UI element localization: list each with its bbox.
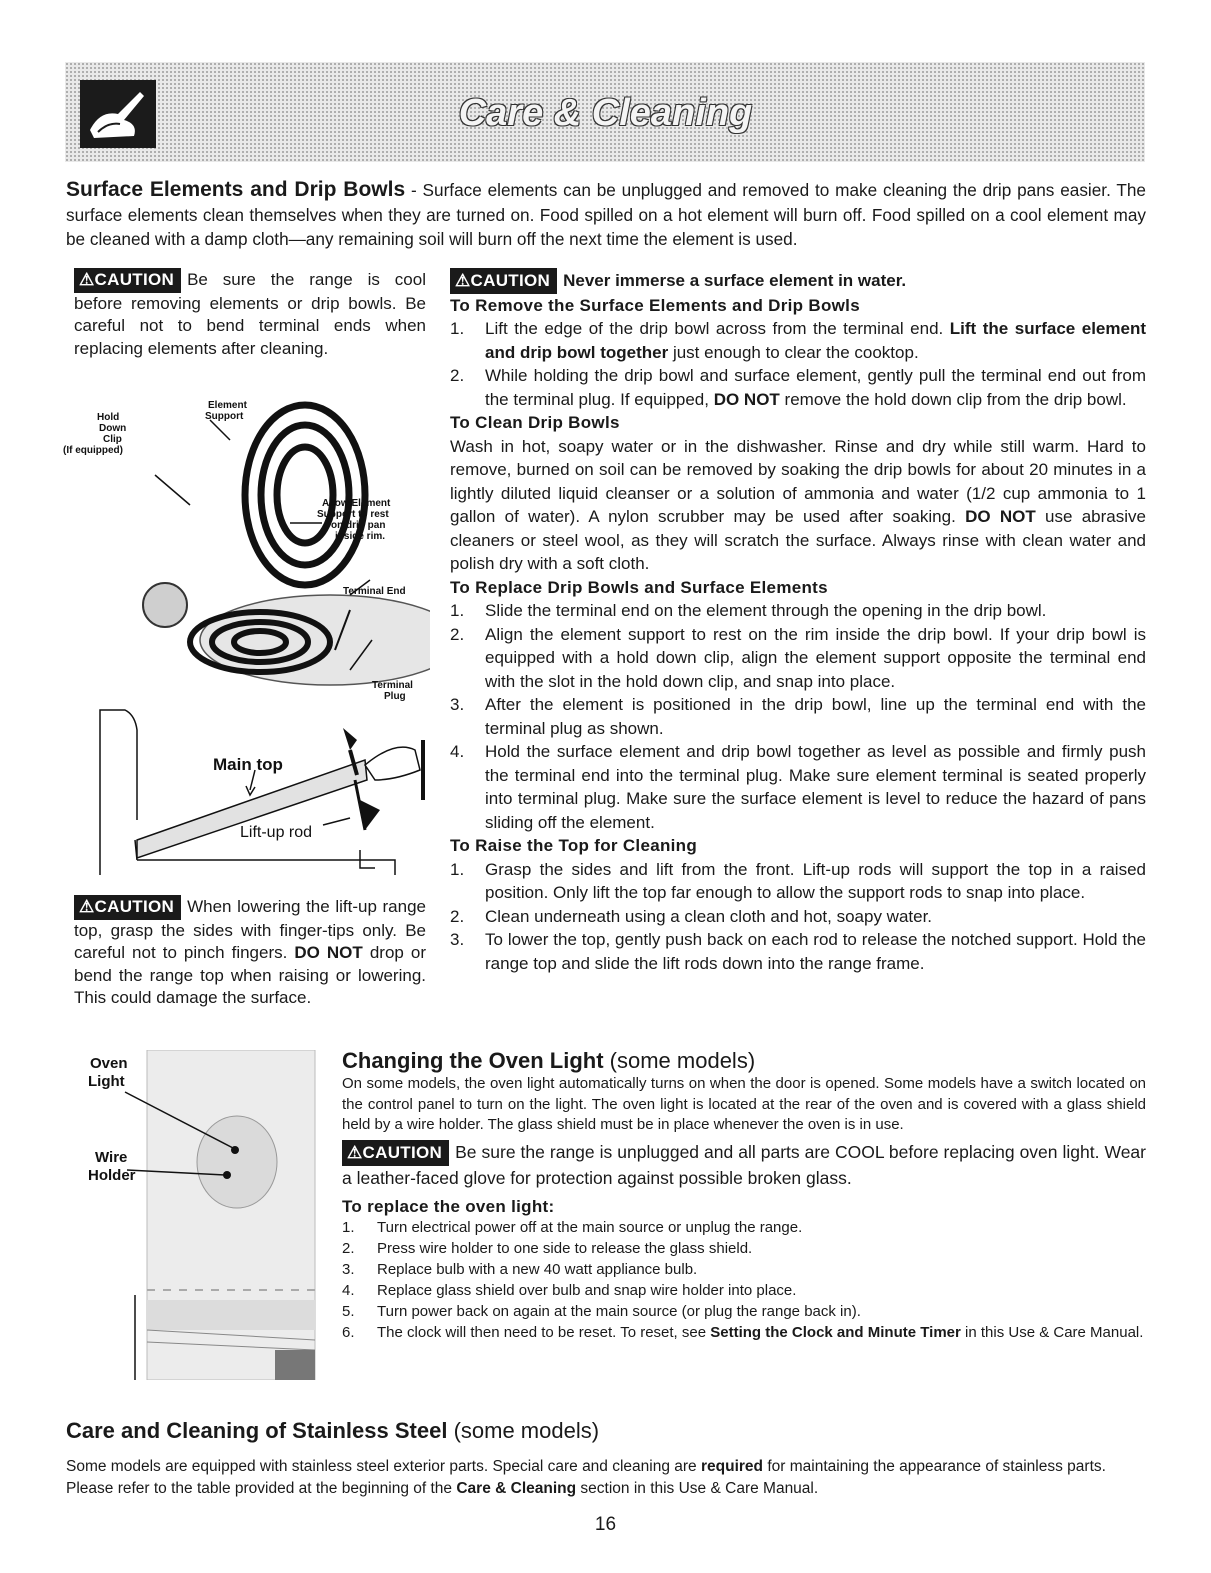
svg-text:Down: Down xyxy=(99,423,127,434)
right-column xyxy=(450,268,1146,975)
svg-text:on drip pan: on drip pan xyxy=(331,520,386,531)
list-item: 2. Align the element support to rest on the rim inside the drip bowl. If your drip bowl is equipped with a hold down clip, align the element support opposite the terminal end with the slot in the hold down clip, and snap into place. xyxy=(450,624,1146,691)
caution-badge: ⚠CAUTION xyxy=(74,895,181,920)
list-item: 2. While holding the drip bowl and surface element, gently pull the terminal end out from the terminal plug. If equipped, DO NOT remove the hold down clip from the drip bowl. xyxy=(450,366,1146,409)
oven-light-section xyxy=(342,1048,1146,1343)
label-hold-down-clip: Hold xyxy=(97,412,120,423)
list-item: 1. Turn electrical power off at the main source or unplug the range. xyxy=(342,1218,803,1236)
intro-paragraph xyxy=(66,178,1146,252)
heading-stainless-steel: Care and Cleaning of Stainless Steel (some models) xyxy=(66,1418,600,1443)
svg-text:Holder: Holder xyxy=(88,1167,136,1184)
svg-text:(If equipped): (If equipped) xyxy=(63,445,123,456)
section-heading-surface-elements: Surface Elements and Drip Bowls xyxy=(66,178,406,201)
label-terminal-end: Terminal End xyxy=(343,586,406,597)
element-drip-bowl-figure xyxy=(60,380,430,710)
caution-cool-range: ⚠CAUTION Be sure the range is cool before removing elements or drip bowls. Be careful not to bend terminal ends when replacing elements after cleaning. xyxy=(74,270,426,358)
heading-raise-top: To Raise the Top for Cleaning xyxy=(450,836,698,855)
svg-text:inside rim.: inside rim. xyxy=(335,531,386,542)
list-item: 1. Lift the edge of the drip bowl across from the terminal end. Lift the surface element and drip bowl together just enough to clear the cooktop. xyxy=(450,319,1147,362)
heading-replace-oven-light: To replace the oven light: xyxy=(342,1196,555,1216)
svg-text:Light: Light xyxy=(88,1073,125,1090)
range-top-panel xyxy=(137,760,367,858)
caution-badge: ⚠CAUTION xyxy=(450,268,557,294)
stainless-steel-section xyxy=(66,1418,1146,1500)
list-item: 2. Press wire holder to one side to release the glass shield. xyxy=(342,1239,753,1257)
oven-light-text: On some models, the oven light automatically turns on when the door is opened. Some models have a switch located on the control panel to turn on the light. The oven light is located at the rear of the oven and is covered with a glass shield held by a wire holder. The glass shield must be in place whenever the oven is in use. xyxy=(342,1075,1146,1133)
list-item: 2. Clean underneath using a clean cloth and hot, soapy water. xyxy=(450,906,933,926)
list-item: 4. Hold the surface element and drip bowl together as level as possible and firmly push the terminal end into the terminal plug. Make sure element terminal is seated properly into terminal plug. Make sure the surface element is level to reduce the hazard of pans sliding off the element. xyxy=(450,742,1146,832)
list-item: 5. Turn power back on again at the main source (or plug the range back in). xyxy=(342,1302,861,1320)
page-number: 16 xyxy=(594,1514,617,1535)
list-item: 1. Grasp the sides and lift from the front. Lift-up rods will support the top in a raised position. Only lift the top far enough to allow the support rods to snap into place. xyxy=(450,859,1146,902)
label-oven-light: Oven xyxy=(90,1055,128,1072)
label-wire-holder: Wire xyxy=(95,1149,128,1166)
caution-lift-up-top: ⚠CAUTION When lowering the lift-up range top, grasp the sides with finger-tips only. Be careful not to pinch fingers. DO NOT drop or bend the range top when raising or lowering. This could damage the surface. xyxy=(74,897,426,1007)
page-title: Care & Cleaning xyxy=(458,92,753,134)
heading-clean-drip-bowls: To Clean Drip Bowls xyxy=(450,413,620,432)
stainless-steel-text: Some models are equipped with stainless steel exterior parts. Special care and cleaning are required for maintaining the appearance of stainless parts. Please refer to the table provided at the beginning of the Care & Cleaning section in this Use & Care Manual. xyxy=(66,1458,1106,1497)
list-item: 6. The clock will then need to be reset. To reset, see Setting the Clock and Minute Timer in this Use & Care Manual. xyxy=(342,1323,1144,1341)
label-main-top: Main top xyxy=(213,755,283,774)
caution-badge: ⚠CAUTION xyxy=(74,268,181,293)
list-item: 4. Replace glass shield over bulb and snap wire holder into place. xyxy=(342,1281,797,1299)
oven-light-figure xyxy=(85,1050,325,1380)
label-lift-up-rod: Lift-up rod xyxy=(240,824,313,841)
svg-text:Plug: Plug xyxy=(384,691,406,702)
list-item: 3. After the element is positioned in the drip bowl, line up the terminal end with the terminal plug as shown. xyxy=(450,695,1146,738)
label-terminal-plug: Terminal xyxy=(372,680,413,691)
heading-remove-elements: To Remove the Surface Elements and Drip Bowls xyxy=(450,295,860,315)
heading-replace-drip-bowls: To Replace Drip Bowls and Surface Elements xyxy=(450,577,828,597)
list-item: 1. Slide the terminal end on the element through the opening in the drip bowl. xyxy=(450,601,1047,620)
lift-up-top-figure xyxy=(95,700,430,885)
list-item: 3. Replace bulb with a new 40 watt appliance bulb. xyxy=(342,1260,698,1278)
coil-shape xyxy=(245,405,365,585)
list-item: 3. To lower the top, gently push back on each rod to release the notched support. Hold the range top and slide the lift rods down into the range frame. xyxy=(450,930,1146,973)
caution-badge: ⚠CAUTION xyxy=(342,1140,449,1166)
caution-never-immerse: ⚠CAUTION Never immerse a surface element in water. xyxy=(450,268,1146,294)
label-allow-element: Allow Element xyxy=(322,498,391,509)
heading-oven-light: Changing the Oven Light (some models) xyxy=(342,1048,756,1073)
svg-text:Support: Support xyxy=(205,411,244,422)
svg-text:Clip: Clip xyxy=(103,434,122,445)
clean-drip-bowls-text: Wash in hot, soapy water or in the dishwasher. Rinse and dry while still warm. Hard to remove, burned on soil can be removed by soaking the drip bowls for about 20 minutes in a lightly diluted liquid cleanser or a solution of ammonia and water (1/2 cup ammonia to 1 gallon of water). A nylon scrubber may be used after soaking. DO NOT use abrasive cleaners or steel wool, as they will scratch the surface. Always rinse with clean water and polish dry with a soft cloth. xyxy=(450,436,1146,573)
label-element-support: Element xyxy=(208,400,247,411)
svg-text:Support to rest: Support to rest xyxy=(317,509,389,520)
intro-text: - Surface elements can be unplugged and removed to make cleaning the drip pans easier. The surface elements clean themselves when they are turned on. Food spilled on a hot element will burn off. Food spilled on a cool element may be cleaned with a damp cloth—any remaining soil will burn off the next time the element is used. xyxy=(66,180,1146,249)
caution-oven-light: ⚠CAUTION Be sure the range is unplugged and all parts are COOL before replacing oven light. Wear a leather-faced glove for protection against possible broken glass. xyxy=(342,1141,1146,1188)
